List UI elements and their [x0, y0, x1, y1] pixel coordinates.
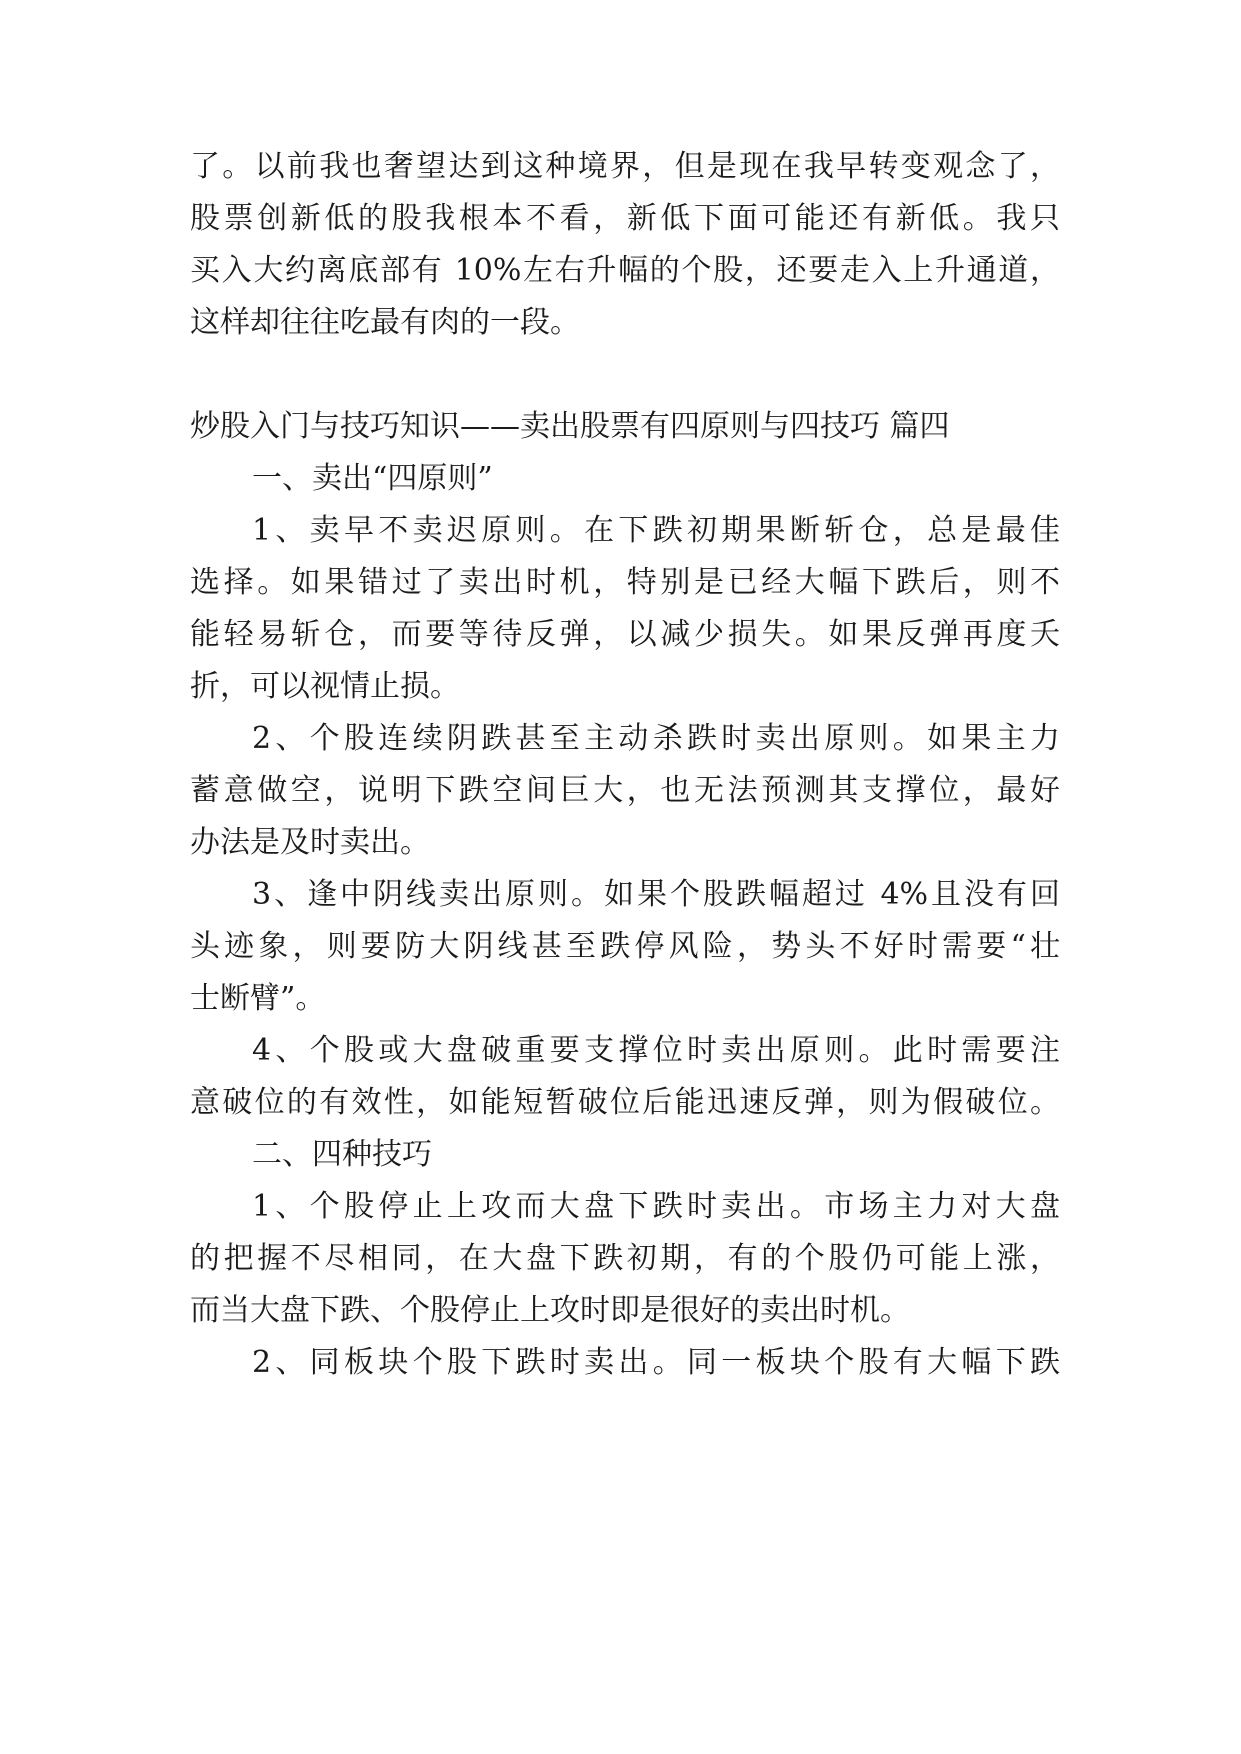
principle-3-line: 3、逢中阴线卖出原则。如果个股跌幅超过 4%且没有回 — [252, 877, 1060, 912]
technique-2-line: 2、同板块个股下跌时卖出。同一板块个股有大幅下跌 — [252, 1345, 1060, 1380]
paragraph-line: 这样却往往吃最有肉的一段。 — [190, 305, 580, 340]
technique-1-line: 的把握不尽相同，在大盘下跌初期，有的个股仍可能上涨， — [190, 1241, 1060, 1276]
principle-4-line: 意破位的有效性，如能短暂破位后能迅速反弹，则为假破位。 — [190, 1085, 1060, 1120]
principle-1-line: 选择。如果错过了卖出时机，特别是已经大幅下跌后，则不 — [190, 565, 1060, 600]
heading-principles: 一、卖出“四原则” — [252, 461, 493, 496]
technique-1-line: 而当大盘下跌、个股停止上攻时即是很好的卖出时机。 — [190, 1293, 910, 1328]
principle-1-line: 能轻易斩仓，而要等待反弹，以减少损失。如果反弹再度夭 — [190, 617, 1060, 652]
principle-3-line: 士断臂”。 — [190, 981, 326, 1016]
principle-2-line: 蓄意做空，说明下跌空间巨大，也无法预测其支撑位，最好 — [190, 773, 1060, 808]
paragraph-line: 股票创新低的股我根本不看，新低下面可能还有新低。我只 — [190, 201, 1060, 236]
principle-2-line: 2、个股连续阴跌甚至主动杀跌时卖出原则。如果主力 — [252, 721, 1060, 756]
paragraph-line: 买入大约离底部有 10%左右升幅的个股，还要走入上升通道， — [190, 253, 1060, 288]
principle-1-line: 1、卖早不卖迟原则。在下跌初期果断斩仓，总是最佳 — [252, 513, 1060, 548]
section-title: 炒股入门与技巧知识——卖出股票有四原则与四技巧 篇四 — [190, 409, 950, 444]
paragraph-line: 了。以前我也奢望达到这种境界，但是现在我早转变观念了， — [190, 149, 1060, 184]
principle-2-line: 办法是及时卖出。 — [190, 825, 430, 860]
principle-4-line: 4、个股或大盘破重要支撑位时卖出原则。此时需要注 — [252, 1033, 1060, 1068]
principle-1-line: 折，可以视情止损。 — [190, 669, 460, 704]
principle-3-line: 头迹象，则要防大阴线甚至跌停风险，势头不好时需要“壮 — [190, 929, 1060, 964]
technique-1-line: 1、个股停止上攻而大盘下跌时卖出。市场主力对大盘 — [252, 1189, 1060, 1224]
heading-techniques: 二、四种技巧 — [252, 1137, 432, 1172]
